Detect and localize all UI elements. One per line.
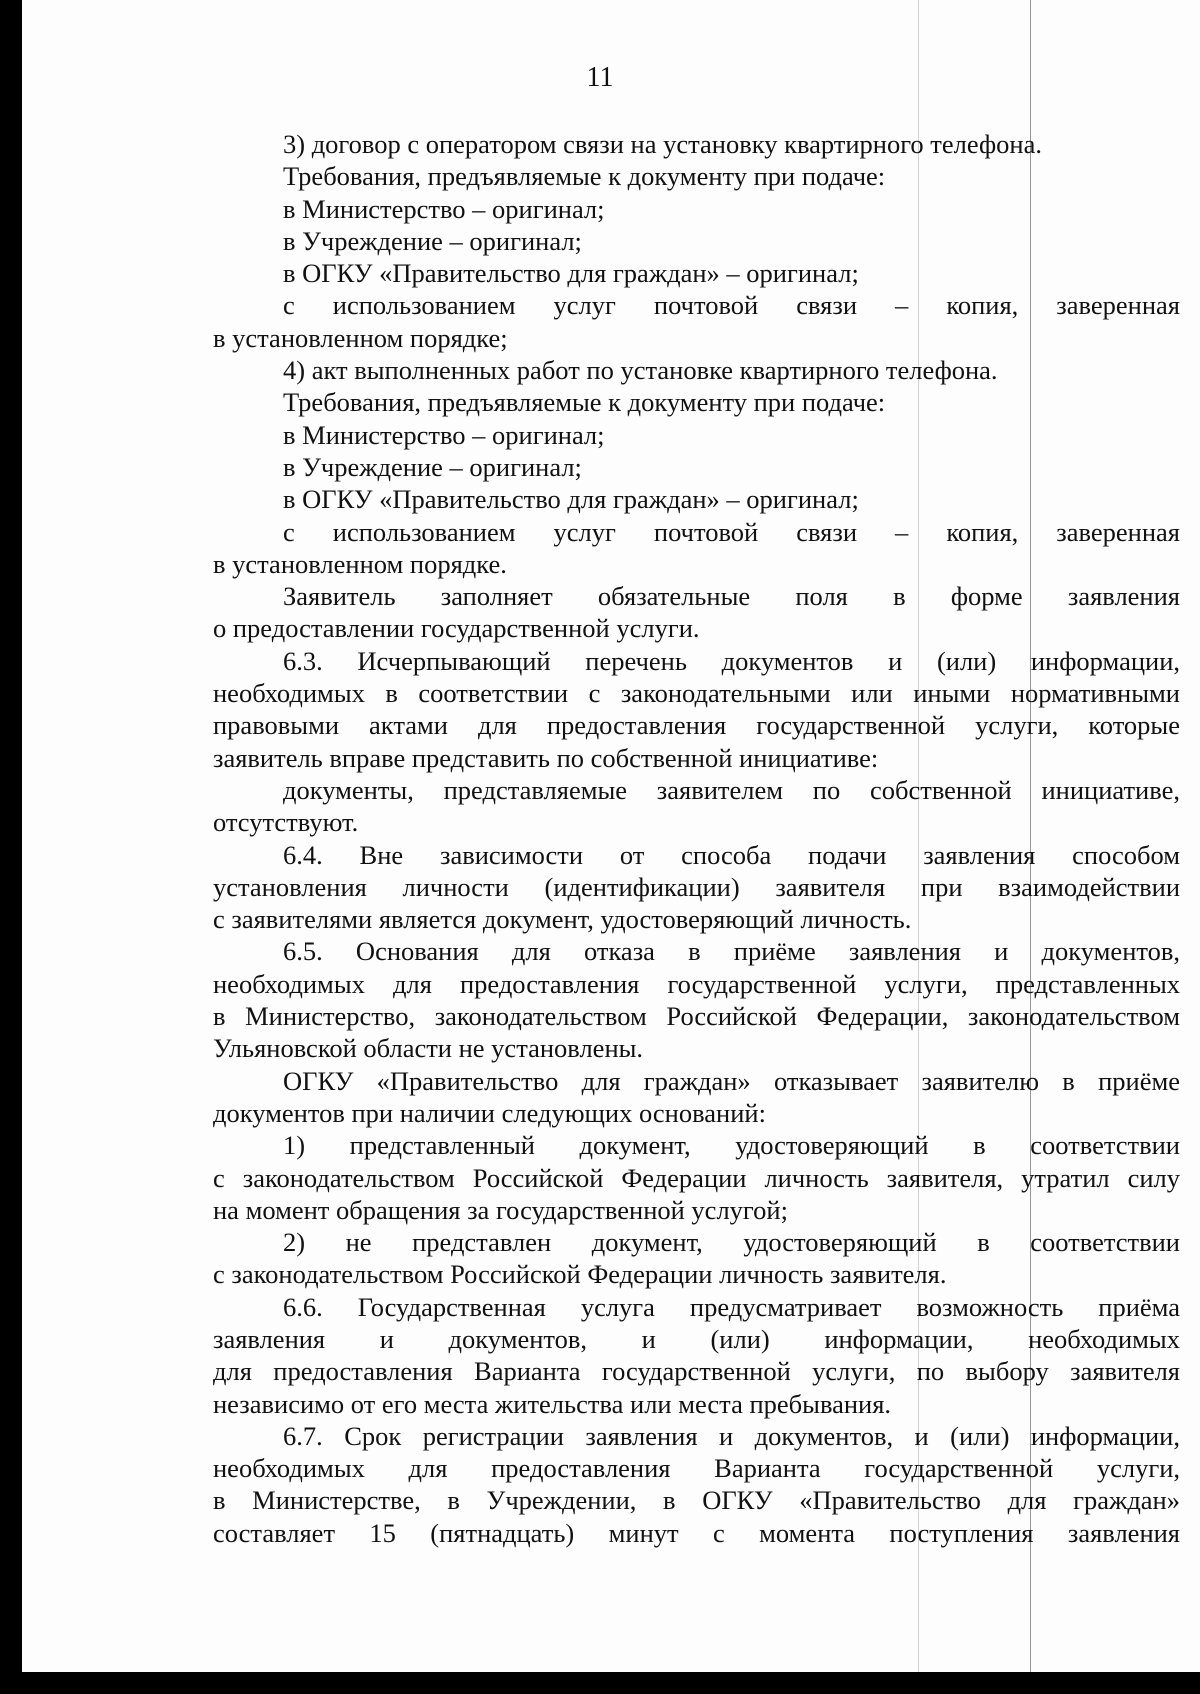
text-line: 6.5. Основания для отказа в приёме заявления и документов, bbox=[283, 936, 1180, 967]
text-line: в Министерство, законодательством Российской Федерации, законодательством bbox=[213, 1001, 1180, 1032]
scan-edge-bottom bbox=[0, 1672, 1200, 1694]
document-body bbox=[213, 128, 1180, 1549]
text-line: с заявителями является документ, удостоверяющий личность. bbox=[213, 904, 912, 935]
text-line: ОГКУ «Правительство для граждан» отказывает заявителю в приёме bbox=[283, 1065, 1180, 1096]
text-line: с использованием услуг почтовой связи – копия, заверенная bbox=[283, 516, 1180, 547]
text-line: установления личности (идентификации) заявителя при взаимодействии bbox=[213, 871, 1180, 902]
text-line: в Министерство – оригинал; bbox=[283, 419, 605, 450]
text-line: необходимых для предоставления Варианта государственной услуги, bbox=[213, 1453, 1180, 1484]
text-line: в установленном порядке; bbox=[213, 322, 508, 353]
text-line: отсутствуют. bbox=[213, 807, 359, 838]
text-line: Требования, предъявляемые к документу при подаче: bbox=[283, 161, 886, 192]
text-line: в ОГКУ «Правительство для граждан» – оригинал; bbox=[283, 258, 859, 289]
text-line: документы, представляемые заявителем по собственной инициативе, bbox=[283, 774, 1180, 805]
text-line: необходимых в соответствии с законодательными или иными нормативными bbox=[213, 678, 1180, 709]
text-line: 6.3. Исчерпывающий перечень документов и (или) информации, bbox=[283, 645, 1180, 676]
text-line: на момент обращения за государственной услугой; bbox=[213, 1194, 788, 1225]
text-line: Требования, предъявляемые к документу при подаче: bbox=[283, 387, 886, 418]
text-line: документов при наличии следующих оснований: bbox=[213, 1097, 766, 1128]
text-line: 3) договор с оператором связи на установку квартирного телефона. bbox=[283, 129, 1042, 159]
text-line: заявитель вправе представить по собственной инициативе: bbox=[213, 742, 879, 773]
text-line: составляет 15 (пятнадцать) минут с момента поступления заявления bbox=[213, 1517, 1180, 1548]
text-line: 2) не представлен документ, удостоверяющий в соответствии bbox=[283, 1227, 1180, 1258]
text-line: 4) акт выполненных работ по установке квартирного телефона. bbox=[283, 355, 998, 386]
text-line: о предоставлении государственной услуги. bbox=[213, 613, 700, 644]
text-line: 1) представленный документ, удостоверяющий в соответствии bbox=[283, 1130, 1180, 1161]
text-line: необходимых для предоставления государственной услуги, представленных bbox=[213, 968, 1180, 999]
text-line: в Учреждение – оригинал; bbox=[283, 225, 582, 256]
scan-edge-left bbox=[0, 0, 22, 1694]
text-line: в установленном порядке. bbox=[213, 548, 507, 579]
page-number: 11 bbox=[586, 62, 614, 93]
text-line: в Министерстве, в Учреждении, в ОГКУ «Правительство для граждан» bbox=[213, 1485, 1180, 1516]
text-line: с использованием услуг почтовой связи – копия, заверенная bbox=[283, 290, 1180, 321]
text-line: для предоставления Варианта государственной услуги, по выбору заявителя bbox=[213, 1356, 1180, 1387]
text-line: в Министерство – оригинал; bbox=[283, 193, 605, 224]
text-line: заявления и документов, и (или) информации, необходимых bbox=[213, 1323, 1180, 1354]
text-line: 6.4. Вне зависимости от способа подачи заявления способом bbox=[283, 839, 1180, 870]
text-line: независимо от его места жительства или места пребывания. bbox=[213, 1388, 892, 1419]
text-line: 6.6. Государственная услуга предусматривает возможность приёма bbox=[283, 1291, 1180, 1322]
text-line: в Учреждение – оригинал; bbox=[283, 451, 582, 482]
text-line: с законодательством Российской Федерации личность заявителя. bbox=[213, 1259, 947, 1290]
text-line: правовыми актами для предоставления государственной услуги, которые bbox=[213, 710, 1180, 741]
text-line: в ОГКУ «Правительство для граждан» – оригинал; bbox=[283, 484, 859, 515]
text-line: с законодательством Российской Федерации личность заявителя, утратил силу bbox=[213, 1162, 1180, 1193]
text-line: Ульяновской области не установлены. bbox=[213, 1033, 644, 1064]
text-line: Заявитель заполняет обязательные поля в форме заявления bbox=[283, 581, 1180, 612]
text-line: 6.7. Срок регистрации заявления и документов, и (или) информации, bbox=[283, 1420, 1180, 1451]
